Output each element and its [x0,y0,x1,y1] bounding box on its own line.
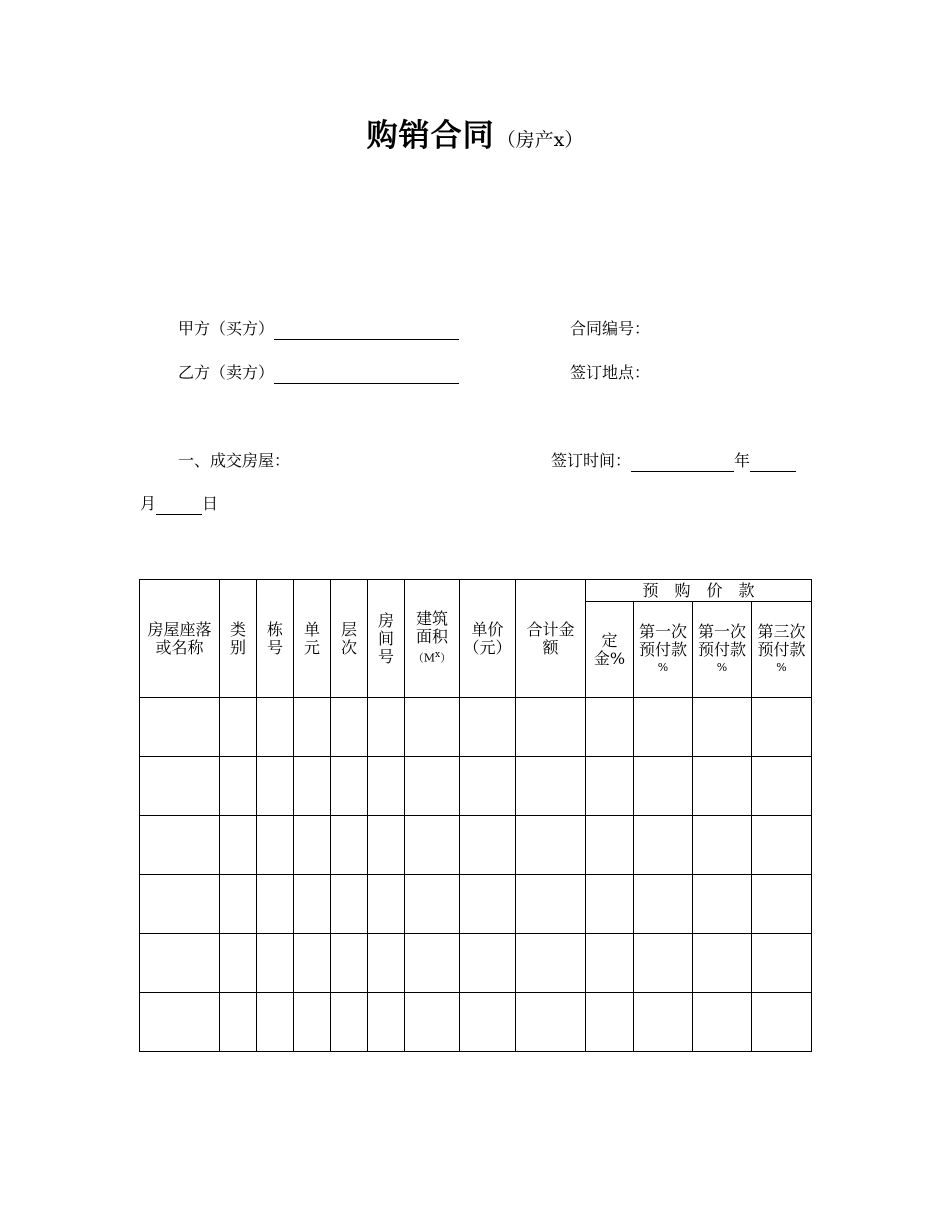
sign-place-label: 签订地点： [570,363,651,382]
day-blank[interactable] [156,496,202,515]
year-label: 年 [734,451,751,470]
table-cell[interactable] [331,757,368,816]
table-cell[interactable] [140,757,220,816]
table-cell[interactable] [586,934,634,993]
seller-label: 乙方（卖方） [178,363,275,382]
table-cell[interactable] [257,934,294,993]
header-area: 建筑 面积 $(M^x)$ [405,580,460,698]
table-row [140,934,812,993]
table-cell[interactable] [368,816,405,875]
table-cell[interactable] [693,934,752,993]
table-cell[interactable] [693,698,752,757]
table-row [140,698,812,757]
header-prepay-group: 预 购 价 款 [586,580,812,602]
document-title [0,112,950,165]
table-cell[interactable] [405,934,460,993]
table-cell[interactable] [331,993,368,1052]
table-cell[interactable] [257,757,294,816]
table-cell[interactable] [752,993,812,1052]
section1-heading [178,450,290,472]
table-cell[interactable] [368,875,405,934]
table-cell[interactable] [693,993,752,1052]
contract-no-line [570,318,650,340]
month-label: 月 [140,494,157,513]
table-cell[interactable] [634,934,693,993]
header-third-prepay: 第三次 预付款 % [752,602,812,698]
table-cell[interactable] [752,698,812,757]
table-cell[interactable] [460,816,516,875]
header-building: 栋 号 [257,580,294,698]
table-cell[interactable] [634,816,693,875]
table-cell[interactable] [693,816,752,875]
table-cell[interactable] [460,698,516,757]
table-cell[interactable] [693,757,752,816]
header-room: 房 间 号 [368,580,405,698]
header-total: 合计金 额 [516,580,586,698]
seller-line [178,362,459,384]
table-cell[interactable] [140,875,220,934]
table-cell[interactable] [752,934,812,993]
table-cell[interactable] [140,698,220,757]
table-cell[interactable] [257,993,294,1052]
buyer-line [178,318,459,340]
table-cell[interactable] [586,816,634,875]
table-cell[interactable] [331,816,368,875]
table-cell[interactable] [220,816,257,875]
title-main: 购销合同 [366,118,495,154]
house-table [139,579,812,1052]
table-cell[interactable] [516,698,586,757]
table-cell[interactable] [368,934,405,993]
table-cell[interactable] [331,698,368,757]
table-cell[interactable] [586,993,634,1052]
table-cell[interactable] [368,993,405,1052]
seller-blank[interactable] [274,365,459,384]
table-row [140,875,812,934]
table-cell[interactable] [368,698,405,757]
header-second-prepay: 第一次 预付款 % [693,602,752,698]
table-cell[interactable] [294,816,331,875]
buyer-blank[interactable] [274,321,459,340]
table-cell[interactable] [294,993,331,1052]
table-cell[interactable] [220,875,257,934]
table-row [140,816,812,875]
contract-no-label: 合同编号： [570,319,651,338]
table-cell[interactable] [516,816,586,875]
table-cell[interactable] [257,698,294,757]
table-cell[interactable] [405,993,460,1052]
table-row [140,757,812,816]
table-cell[interactable] [752,757,812,816]
title-subtitle: （房产x） [496,129,584,151]
table-cell[interactable] [634,698,693,757]
table-cell[interactable] [460,993,516,1052]
table-cell[interactable] [294,698,331,757]
table-cell[interactable] [220,698,257,757]
table-cell[interactable] [586,698,634,757]
day-label: 日 [202,494,219,513]
table-cell[interactable] [405,698,460,757]
sign-time-label: 签订时间： [551,451,632,470]
table-cell[interactable] [331,934,368,993]
month-blank-top[interactable] [750,453,796,472]
table-cell[interactable] [586,757,634,816]
table-cell[interactable] [516,875,586,934]
table-cell[interactable] [460,757,516,816]
sign-place-line [570,362,650,384]
table-cell[interactable] [331,875,368,934]
table-cell[interactable] [368,757,405,816]
table-cell[interactable] [460,934,516,993]
table-cell[interactable] [460,875,516,934]
table-cell[interactable] [140,993,220,1052]
table-cell[interactable] [294,875,331,934]
table-cell[interactable] [294,757,331,816]
table-cell[interactable] [257,875,294,934]
table-cell[interactable] [516,757,586,816]
header-deposit: 定金% [586,602,634,698]
table-cell[interactable] [220,757,257,816]
table-cell[interactable] [140,816,220,875]
table-cell[interactable] [294,934,331,993]
table-cell[interactable] [634,875,693,934]
section1-heading-text: 一、成交房屋： [178,451,291,470]
header-first-prepay: 第一次 预付款 % [634,602,693,698]
sign-time-line [551,450,796,472]
header-unit-price: 单价 （元） [460,580,516,698]
table-cell[interactable] [220,993,257,1052]
table-cell[interactable] [516,934,586,993]
table-cell[interactable] [220,934,257,993]
header-floor: 层 次 [331,580,368,698]
table-cell[interactable] [634,757,693,816]
table-cell[interactable] [634,993,693,1052]
table-cell[interactable] [140,934,220,993]
table-cell[interactable] [693,875,752,934]
table-cell[interactable] [752,875,812,934]
header-location: 房屋座落 或名称 [140,580,220,698]
date-continuation-line [140,493,218,515]
table-cell[interactable] [516,993,586,1052]
table-cell[interactable] [405,757,460,816]
table-cell[interactable] [257,816,294,875]
table-cell[interactable] [405,816,460,875]
table-row [140,993,812,1052]
table-cell[interactable] [405,875,460,934]
table-header-row-1 [140,580,812,602]
buyer-label: 甲方（买方） [178,319,275,338]
table-cell[interactable] [752,816,812,875]
table-cell[interactable] [586,875,634,934]
year-blank[interactable] [631,453,734,472]
header-type: 类 别 [220,580,257,698]
header-unit: 单 元 [294,580,331,698]
